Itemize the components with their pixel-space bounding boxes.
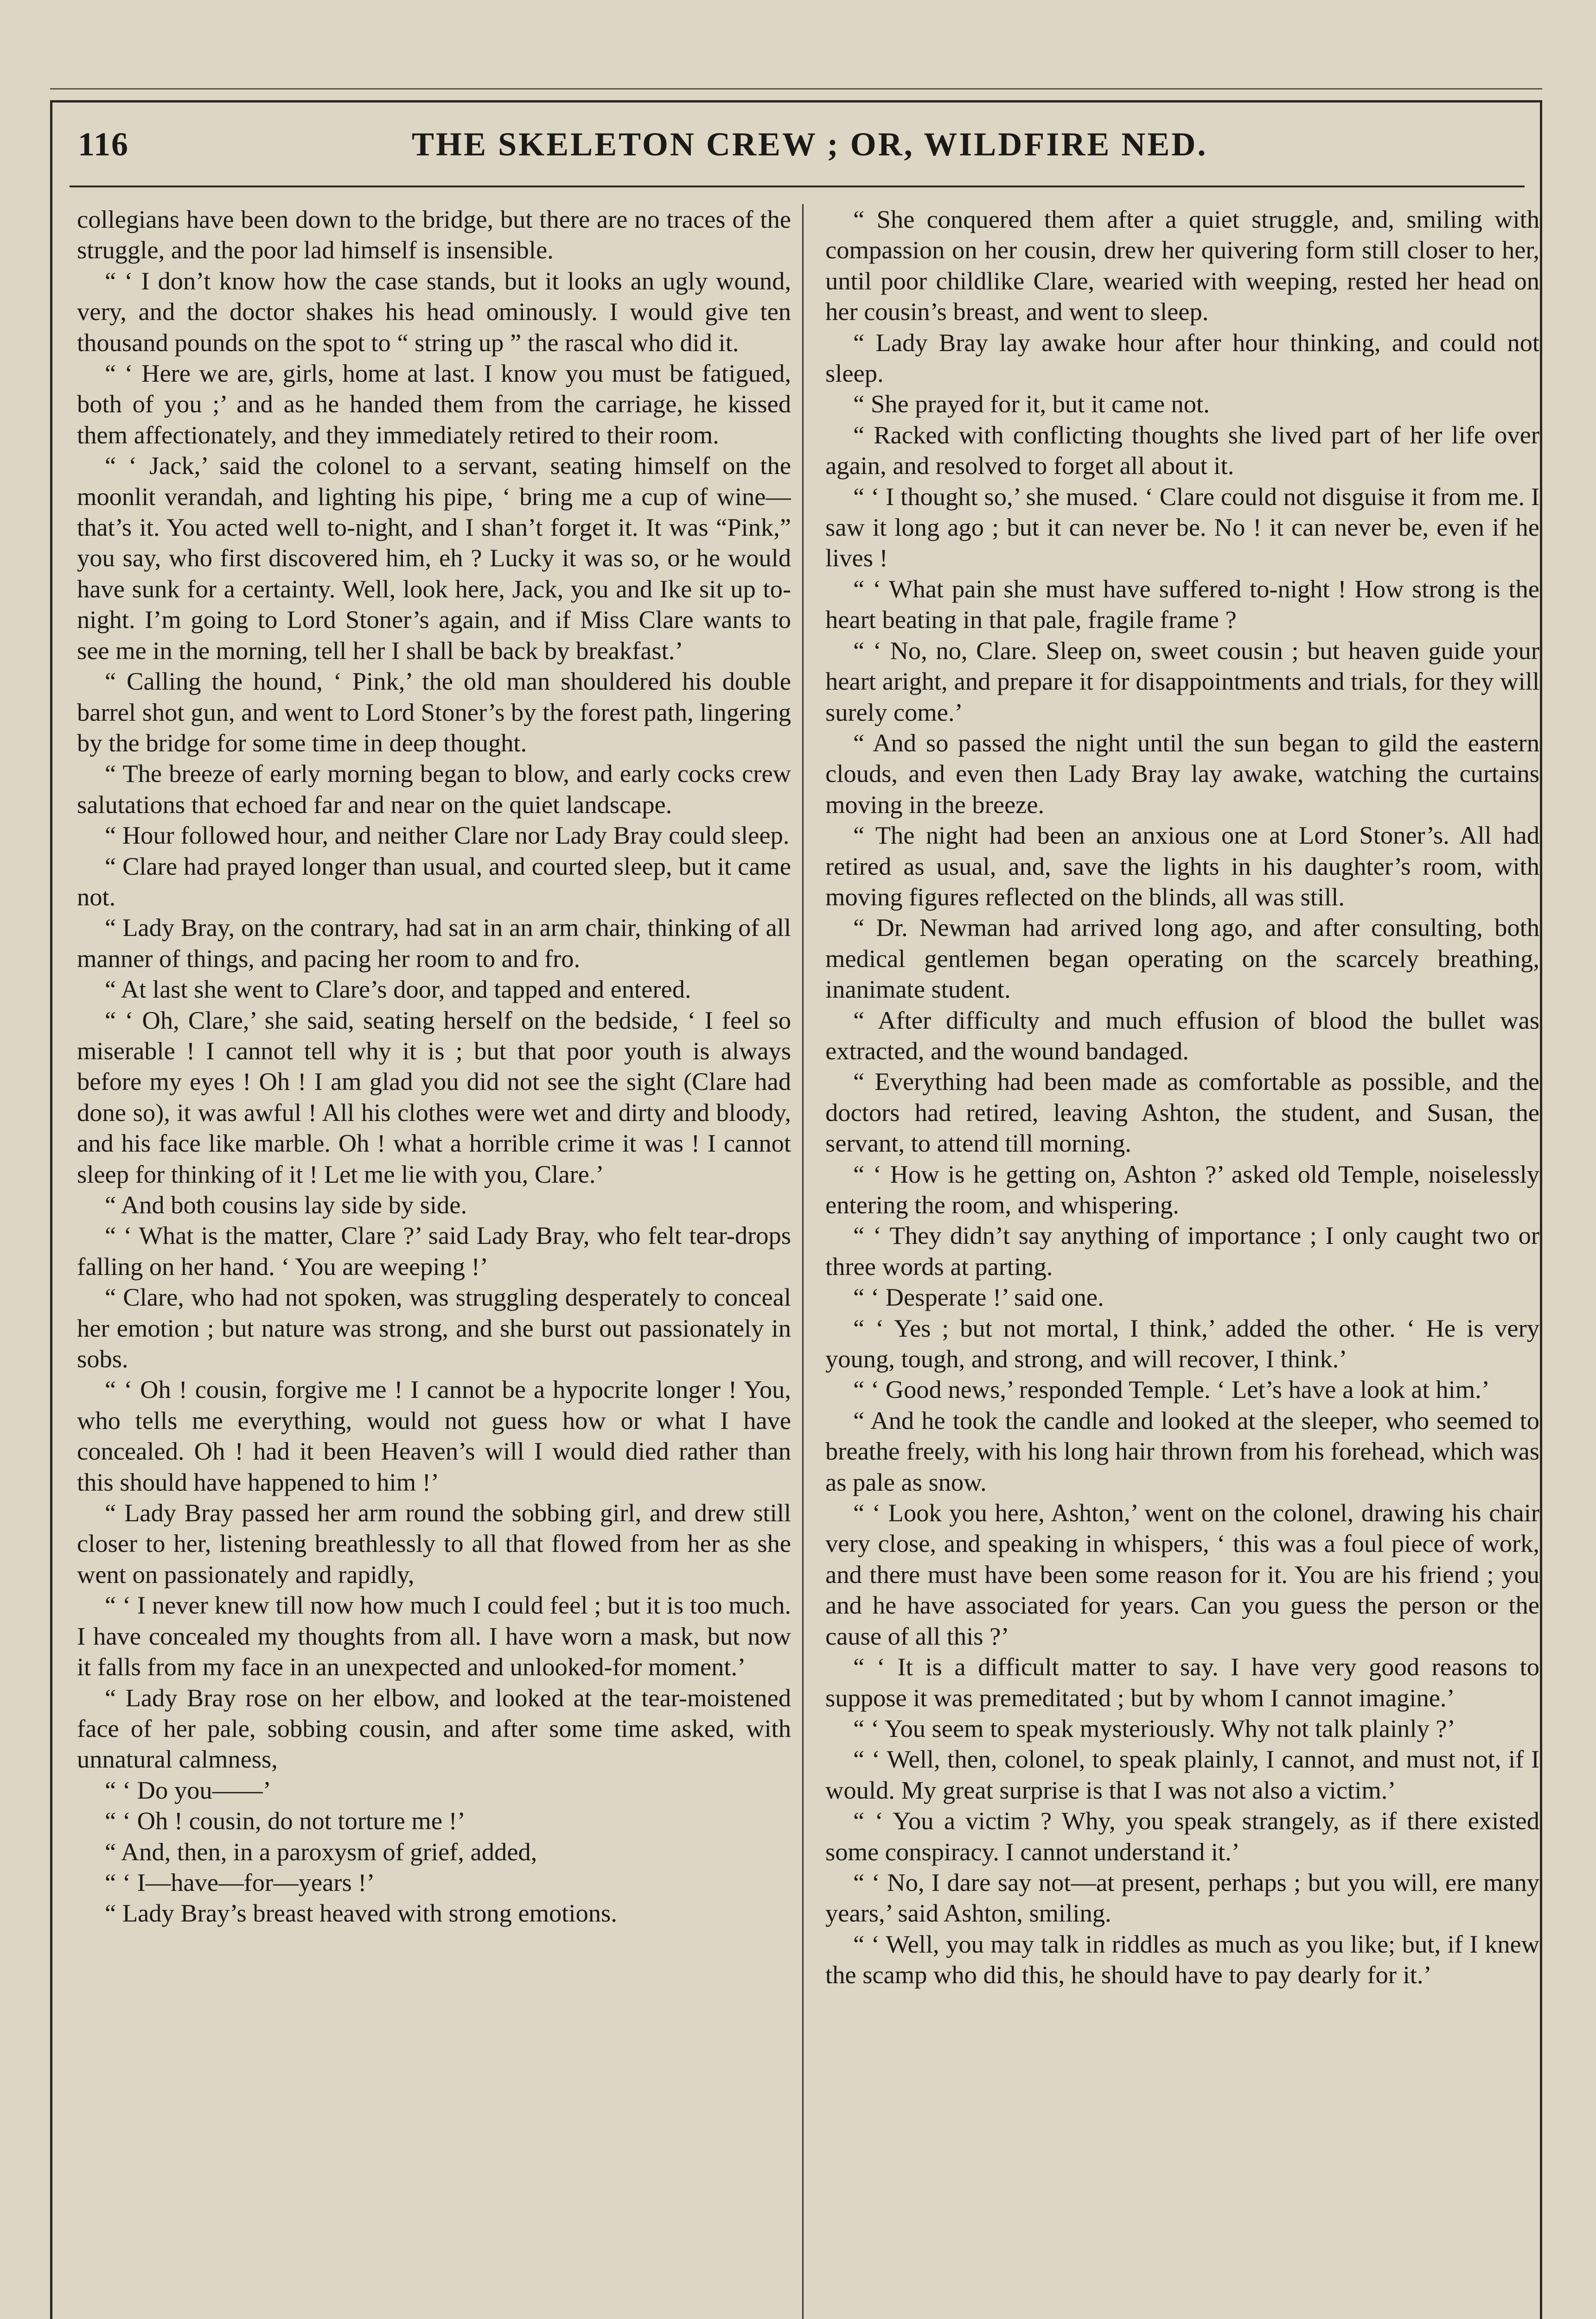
column-divider bbox=[802, 204, 804, 2319]
paragraph: “ And so passed the night until the sun began to gild the eastern clouds, and even then Lady Bray lay awake, watching the curtains moving in the breeze. bbox=[825, 728, 1539, 819]
paragraph: “ ‘ Well, then, colonel, to speak plainly, I cannot, and must not, if I would. My great surprise is that I was not also a victim.’ bbox=[825, 1745, 1539, 1804]
paragraph: “ And, then, in a paroxysm of grief, added, bbox=[105, 1837, 537, 1866]
paragraph: “ ‘ Good news,’ responded Temple. ‘ Let’s have a look at him.’ bbox=[853, 1375, 1490, 1404]
paragraph: collegians have been down to the bridge, but there are no traces of the struggle, and the poor lad himself is insensible. bbox=[77, 205, 791, 264]
paragraph: “ ‘ They didn’t say anything of importance ; I only caught two or three words at parting. bbox=[825, 1221, 1539, 1281]
page-number: 116 bbox=[78, 126, 129, 163]
paragraph: “ She prayed for it, but it came not. bbox=[853, 390, 1210, 418]
paragraph: “ ‘ It is a difficult matter to say. I have very good reasons to suppose it was premeditated ; but by whom I cannot imagine.’ bbox=[825, 1653, 1539, 1712]
paragraph: “ ‘ No, I dare say not—at present, perhaps ; but you will, ere many years,’ said Ashton, smiling. bbox=[825, 1868, 1539, 1928]
paragraph: “ ‘ Oh ! cousin, forgive me ! I cannot be a hypocrite longer ! You, who tells me everything, would not guess how or what I have concealed. Oh ! had it been Heaven’s will I would died rather than this should have happened to him !’ bbox=[77, 1375, 791, 1496]
paragraph: “ ‘ I don’t know how the case stands, but it looks an ugly wound, very, and the doctor shakes his head ominously. I would give ten thousand pounds on the spot to “ string up ” the rascal who did it. bbox=[77, 266, 791, 357]
paragraph: “ Hour followed hour, and neither Clare nor Lady Bray could sleep. bbox=[105, 821, 790, 850]
paragraph: “ Lady Bray rose on her elbow, and looked at the tear-moistened face of her pale, sobbing cousin, and after some time asked, with unnatural calmness, bbox=[77, 1683, 791, 1774]
paragraph: “ ‘ You a victim ? Why, you speak strangely, as if there existed some conspiracy. I cannot understand it.’ bbox=[825, 1807, 1539, 1866]
paragraph: “ Clare, who had not spoken, was struggling desperately to conceal her emotion ; but nature was strong, and she burst out passionately in sobs. bbox=[77, 1283, 791, 1373]
header-rule bbox=[70, 186, 1525, 187]
paragraph: “ ‘ You seem to speak mysteriously. Why not talk plainly ?’ bbox=[853, 1714, 1456, 1742]
paragraph: “ ‘ Look you here, Ashton,’ went on the colonel, drawing his chair very close, and speaking in whispers, ‘ this was a foul piece of work, and there must have been some reason for it. You are his friend ; you and he have associated for years. Can you guess the person or the cause of all this ?’ bbox=[825, 1499, 1539, 1650]
paragraph: “ Lady Bray lay awake hour after hour thinking, and could not sleep. bbox=[825, 328, 1539, 388]
paragraph: “ The breeze of early morning began to blow, and early cocks crew salutations that echoed far and near on the quiet landscape. bbox=[77, 759, 791, 819]
right-column bbox=[825, 204, 1539, 2319]
paragraph: “ ‘ No, no, Clare. Sleep on, sweet cousin ; but heaven guide your heart aright, and prepare it for disappointments and trials, for they will surely come.’ bbox=[825, 636, 1539, 726]
paragraph: “ And both cousins lay side by side. bbox=[105, 1191, 467, 1219]
paragraph: “ And he took the candle and looked at the sleeper, who seemed to breathe freely, with his long hair thrown from his forehead, which was as pale as snow. bbox=[825, 1406, 1539, 1496]
paragraph: “ Racked with conflicting thoughts she lived part of her life over again, and resolved to forget all about it. bbox=[825, 420, 1539, 480]
paragraph: “ ‘ I never knew till now how much I could feel ; but it is too much. I have concealed my thoughts from all. I have worn a mask, but now it falls from my face in an unexpected and unlooked-for moment.’ bbox=[77, 1591, 791, 1681]
paragraph: “ Clare had prayed longer than usual, and courted sleep, but it came not. bbox=[77, 852, 791, 911]
paragraph: “ ‘ Oh ! cousin, do not torture me !’ bbox=[105, 1807, 466, 1835]
paragraph: “ ‘ What is the matter, Clare ?’ said Lady Bray, who felt tear-drops falling on her hand. ‘ You are weeping !’ bbox=[77, 1221, 791, 1281]
paragraph: “ ‘ What pain she must have suffered to-night ! How strong is the heart beating in that pale, fragile frame ? bbox=[825, 574, 1539, 634]
paragraph: “ ‘ Here we are, girls, home at last. I know you must be fatigued, both of you ;’ and as he handed them from the carriage, he kissed them affectionately, and they immediately retired to their room. bbox=[77, 359, 791, 449]
paragraph: “ ‘ Yes ; but not mortal, I think,’ added the other. ‘ He is very young, tough, and strong, and will recover, I think.’ bbox=[825, 1313, 1539, 1373]
paragraph: “ Lady Bray, on the contrary, had sat in an arm chair, thinking of all manner of things, and pacing her room to and fro. bbox=[77, 913, 791, 973]
paragraph: “ ‘ Well, you may talk in riddles as much as you like; but, if I knew the scamp who did this, he should have to pay dearly for it.’ bbox=[825, 1929, 1539, 1989]
top-rule bbox=[50, 88, 1542, 90]
paragraph: “ ‘ Oh, Clare,’ she said, seating herself on the bedside, ‘ I feel so miserable ! I cannot tell why it is ; but that poor youth is always before my eyes ! Oh ! I am glad you did not see the sight (Clare had done so), it was awful ! All his clothes were wet and dirty and bloody, and his face like marble. Oh ! what a horrible crime it was ! I cannot sleep for thinking of it ! Let me lie with you, Clare.’ bbox=[77, 1006, 791, 1188]
paragraph: “ ‘ I—have—for—years !’ bbox=[105, 1868, 375, 1896]
paragraph: “ ‘ Jack,’ said the colonel to a servant, seating himself on the moonlit verandah, and lighting his pipe, ‘ bring me a cup of wine—that’s it. You acted well to-night, and I shan’t forget it. It was “Pink,” you say, who first discovered him, eh ? Lucky it was so, or he would have sunk for a certainty. Well, look here, Jack, you and Ike sit up to-night. I’m going to Lord Stoner’s again, and if Miss Clare wants to see me in the morning, tell her I shall be back by breakfast.’ bbox=[77, 451, 791, 665]
paragraph: “ The night had been an anxious one at Lord Stoner’s. All had retired as usual, and, save the lights in his daughter’s room, with moving figures reflected on the blinds, all was still. bbox=[825, 821, 1539, 911]
paragraph: “ ‘ I thought so,’ she mused. ‘ Clare could not disguise it from me. I saw it long ago ; but it can never be. No ! it can never be, even if he lives ! bbox=[825, 482, 1539, 572]
paragraph: “ Calling the hound, ‘ Pink,’ the old man shouldered his double barrel shot gun, and went to Lord Stoner’s by the forest path, lingering by the bridge for some time in deep thought. bbox=[77, 667, 791, 757]
paragraph: “ Lady Bray’s breast heaved with strong emotions. bbox=[105, 1899, 617, 1928]
paragraph: “ After difficulty and much effusion of blood the bullet was extracted, and the wound bandaged. bbox=[825, 1006, 1539, 1065]
paragraph: “ Everything had been made as comfortable as possible, and the doctors had retired, leaving Ashton, the student, and Susan, the servant, to attend till morning. bbox=[825, 1067, 1539, 1158]
paragraph: “ She conquered them after a quiet struggle, and, smiling with compassion on her cousin, drew her quivering form still closer to her, until poor childlike Clare, wearied with weeping, rested her head on her cousin’s breast, and went to sleep. bbox=[825, 205, 1539, 326]
running-head: THE SKELETON CREW ; OR, WILDFIRE NED. bbox=[412, 126, 1208, 163]
paragraph: “ ‘ How is he getting on, Ashton ?’ asked old Temple, noiselessly entering the room, and whispering. bbox=[825, 1160, 1539, 1219]
paragraph: “ At last she went to Clare’s door, and tapped and entered. bbox=[105, 975, 691, 1004]
paragraph: “ Lady Bray passed her arm round the sobbing girl, and drew still closer to her, listening breathlessly to all that flowed from her as she went on passionately and rapidly, bbox=[77, 1499, 791, 1589]
paragraph: “ ‘ Do you——’ bbox=[105, 1775, 271, 1804]
page-header bbox=[78, 125, 1515, 181]
left-column bbox=[77, 204, 791, 2319]
paragraph: “ ‘ Desperate !’ said one. bbox=[853, 1283, 1104, 1312]
paragraph: “ Dr. Newman had arrived long ago, and after consulting, both medical gentlemen began operating on the scarcely breathing, inanimate student. bbox=[825, 913, 1539, 1004]
